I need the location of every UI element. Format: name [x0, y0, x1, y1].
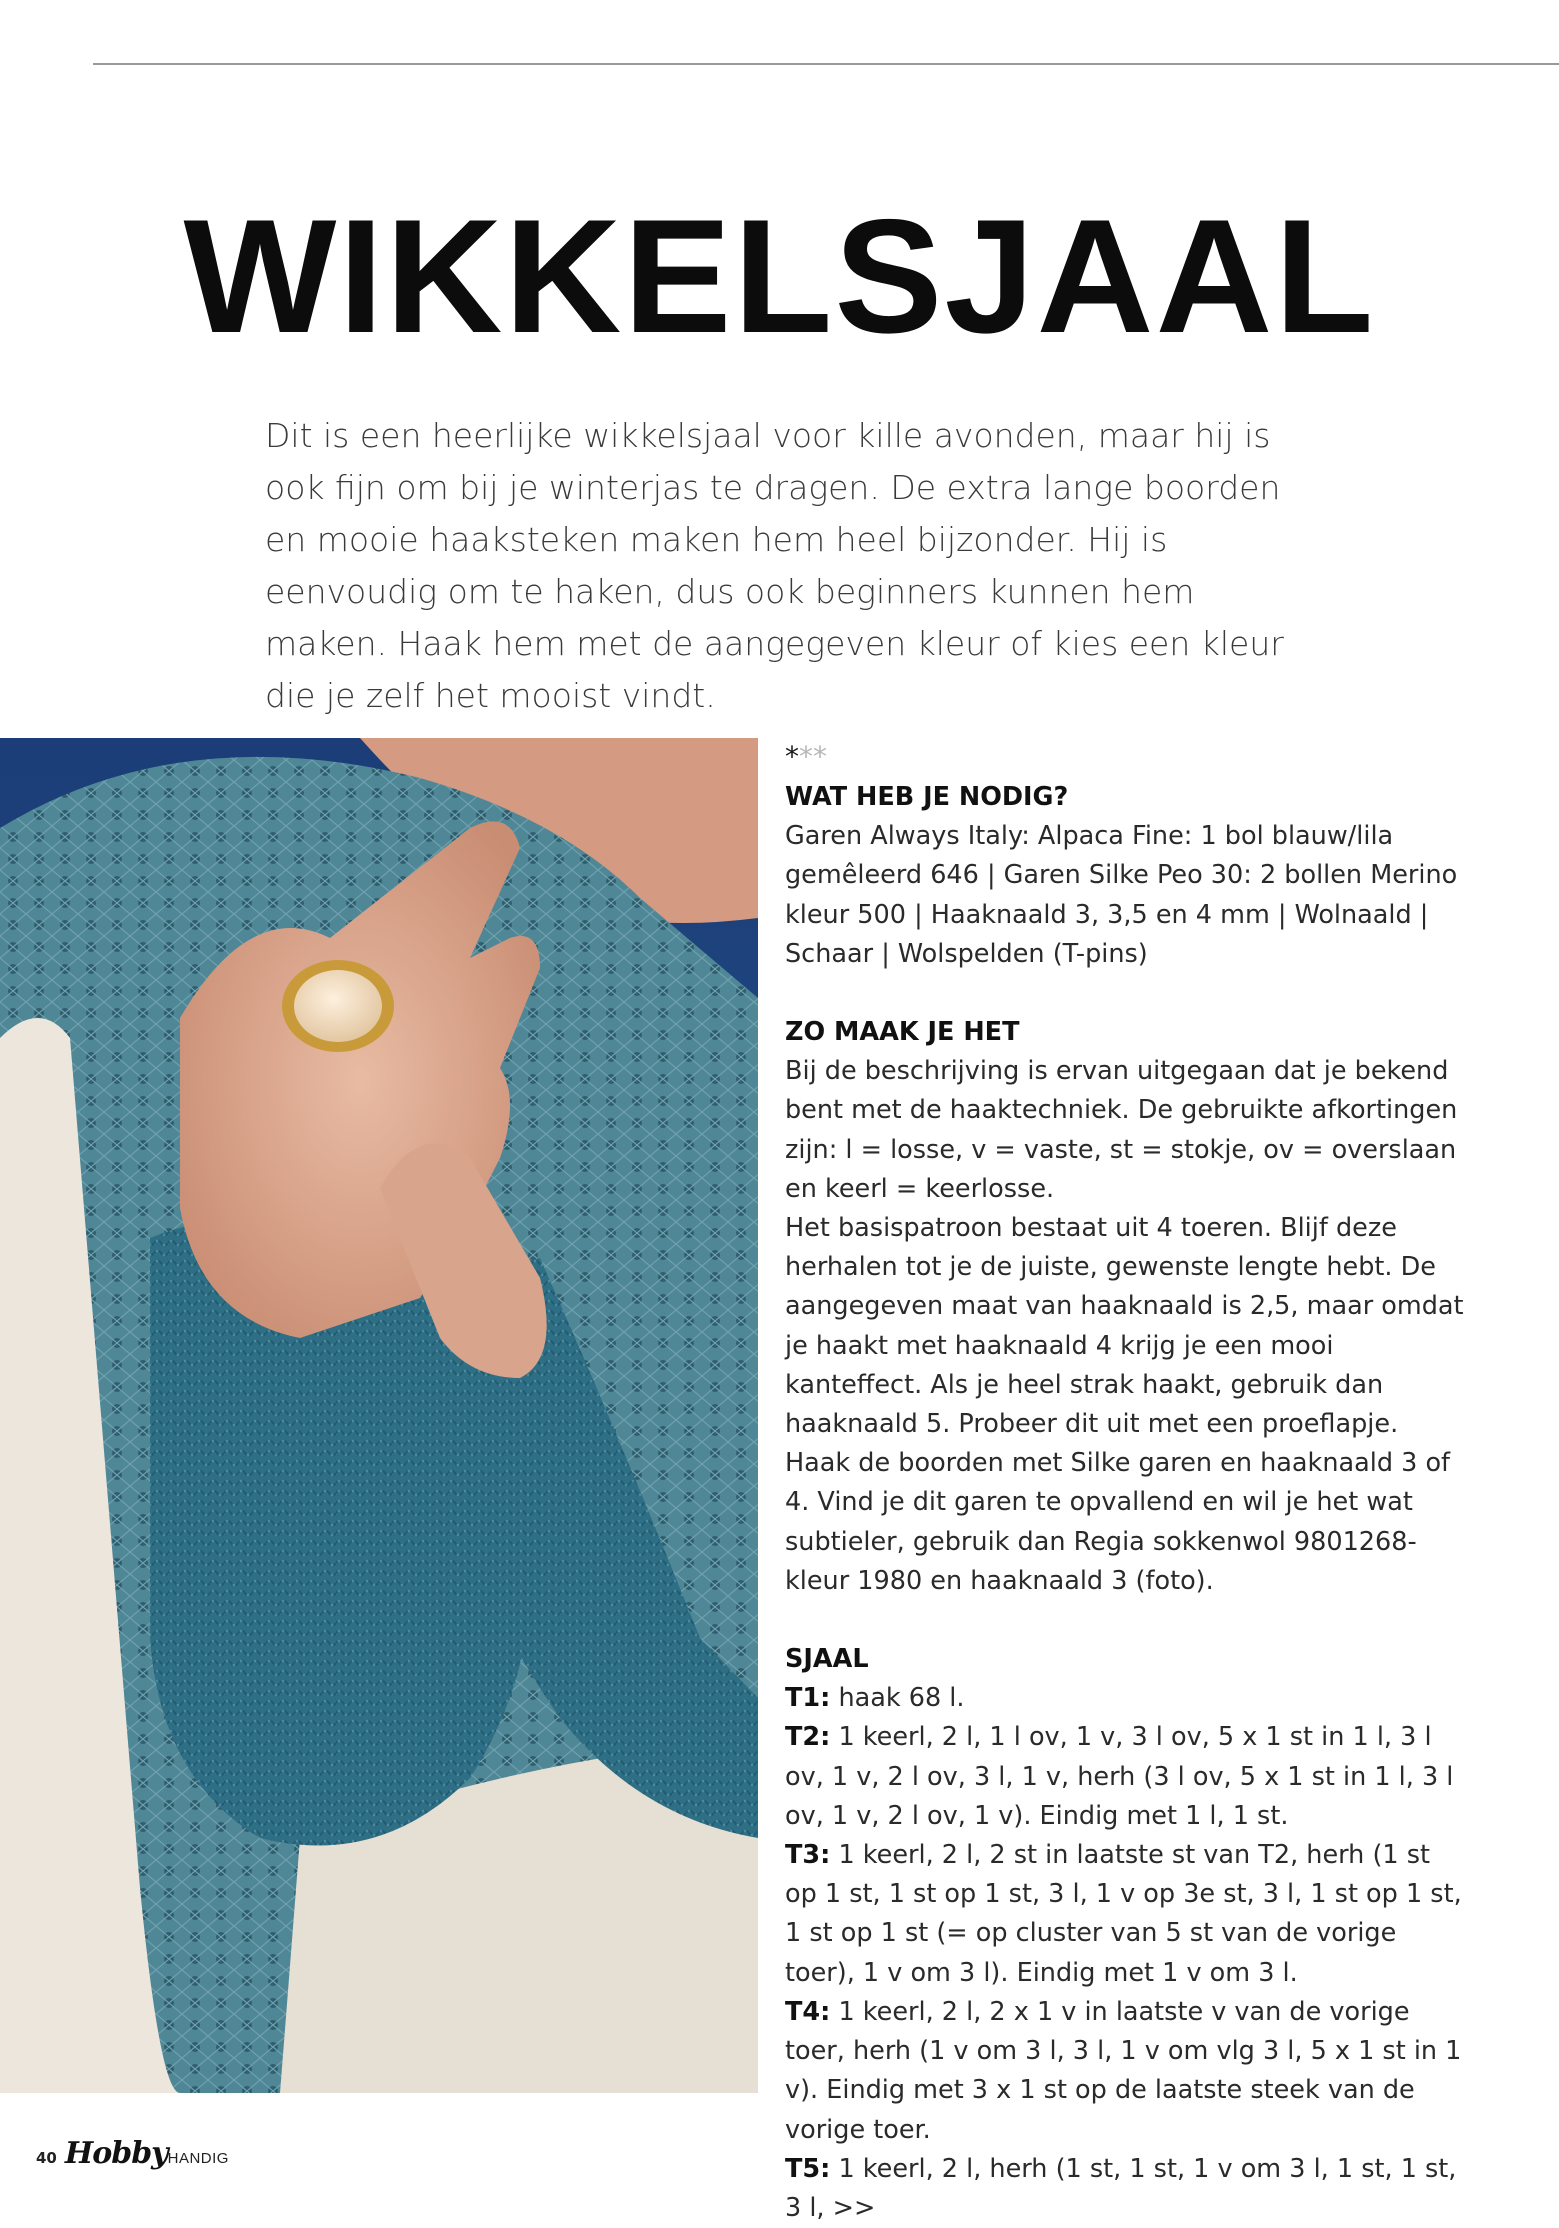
row-text: 1 keerl, 2 l, 2 st in laatste st van T2, herh (1 st op 1 st, 1 st op 1 st, 3 l, 1 v op 3e st, 3 l, 1 st op 1 st, 1 st op 1 st (= op cluster van 5 st van de vorige toer), 1 v om 3 l). Eindig met 1 v om 3 l.: [785, 1840, 1462, 1988]
scarf-row-3: [785, 1836, 1465, 1993]
difficulty-star-empty: **: [799, 740, 827, 773]
row-text: 1 keerl, 2 l, 2 x 1 v in laatste v van de vorige toer, herh (1 v om 3 l, 3 l, 1 v om vlg 3 l, 5 x 1 st in 1 v). Eindig met 3 x 1 st op de laatste steek van de vorige toer.: [785, 1996, 1462, 2145]
scarf-row-1: [785, 1679, 1465, 1718]
row-text: haak 68 l.: [830, 1683, 965, 1714]
needs-text: Garen Always Italy: Alpaca Fine: 1 bol blauw/lila gemêleerd 646 | Garen Silke Peo 30: 2 bollen Merino kleur 500 | Haaknaald 3, 3,5 en 4 mm | Wolnaald | Schaar | Wolspelden (T-pins): [785, 821, 1458, 969]
row-label: T3:: [785, 1840, 831, 1871]
article-photo: [0, 738, 758, 2093]
howto-para-1: Bij de beschrijving is ervan uitgegaan dat je bekend bent met de haaktechniek. De gebruikte afkortingen zijn: l = losse, v = vaste, st = stokje, ov = overslaan en keerl = keerlosse.: [785, 1056, 1458, 1204]
magazine-logo-script: Hobby: [64, 2136, 168, 2171]
row-label: T1:: [785, 1683, 831, 1714]
gold-ring: [282, 960, 394, 1052]
row-text: 1 keerl, 2 l, 1 l ov, 1 v, 3 l ov, 5 x 1 st in 1 l, 3 l ov, 1 v, 2 l ov, 3 l, 1 v, herh (3 l ov, 5 x 1 st in 1 l, 3 l ov, 1 v, 2 l ov, 1 v). Eindig met 1 l, 1 st.: [785, 1722, 1454, 1831]
howto-heading: ZO MAAK JE HET: [785, 1017, 1020, 1048]
intro-paragraph: Dit is een heerlijke wikkelsjaal voor kille avonden, maar hij is ook fijn om bij je winterjas te dragen. De extra lange boorden en mooie haaksteken maken hem heel bijzonder. Hij is eenvoudig om te haken, dus ook beginners kunnen hem maken. Haak hem met de aangegeven kleur of kies een kleur die je zelf het mooist vindt.: [265, 416, 1284, 715]
difficulty-star-filled: *: [785, 740, 799, 773]
page-number: 40: [36, 2149, 57, 2167]
howto-para-2: Het basispatroon bestaat uit 4 toeren. Blijf deze herhalen tot je de juiste, gewenste lengte hebt. De aangegeven maat van haaknaald is 2,5, maar omdat je haakt met haaknaald 4 krijg je een mooi kanteffect. Als je heel strak haakt, gebruik dan haaknaald 5. Probeer dit uit met een proeflapje. Haak de boorden met Silke garen en haaknaald 3 of 4. Vind je dit garen te opvallend en wil je het wat subtieler, gebruik dan Regia sokkenwol 9801268- kleur 1980 en haaknaald 3 (foto).: [785, 1213, 1464, 1596]
row-label: T4:: [785, 1996, 831, 2027]
page-footer: [36, 2136, 229, 2171]
row-label: T5:: [785, 2153, 831, 2184]
article-title: WIKKELSJAAL: [183, 186, 1376, 367]
scarf-row-4: [785, 1993, 1465, 2150]
row-label: T2:: [785, 1722, 831, 1753]
scarf-heading: SJAAL: [785, 1644, 869, 1675]
row-text: 1 keerl, 2 l, herh (1 st, 1 st, 1 v om 3 l, 1 st, 1 st, 3 l, >>: [785, 2153, 1457, 2223]
magazine-logo-caps: HANDIG: [167, 2150, 229, 2167]
instructions-column: [785, 742, 1465, 2228]
top-rule: [93, 63, 1559, 65]
scarf-row-5: [785, 2150, 1465, 2228]
needs-heading: WAT HEB JE NODIG?: [785, 782, 1069, 812]
difficulty-rating: [785, 742, 1465, 772]
scarf-row-2: [785, 1718, 1465, 1836]
